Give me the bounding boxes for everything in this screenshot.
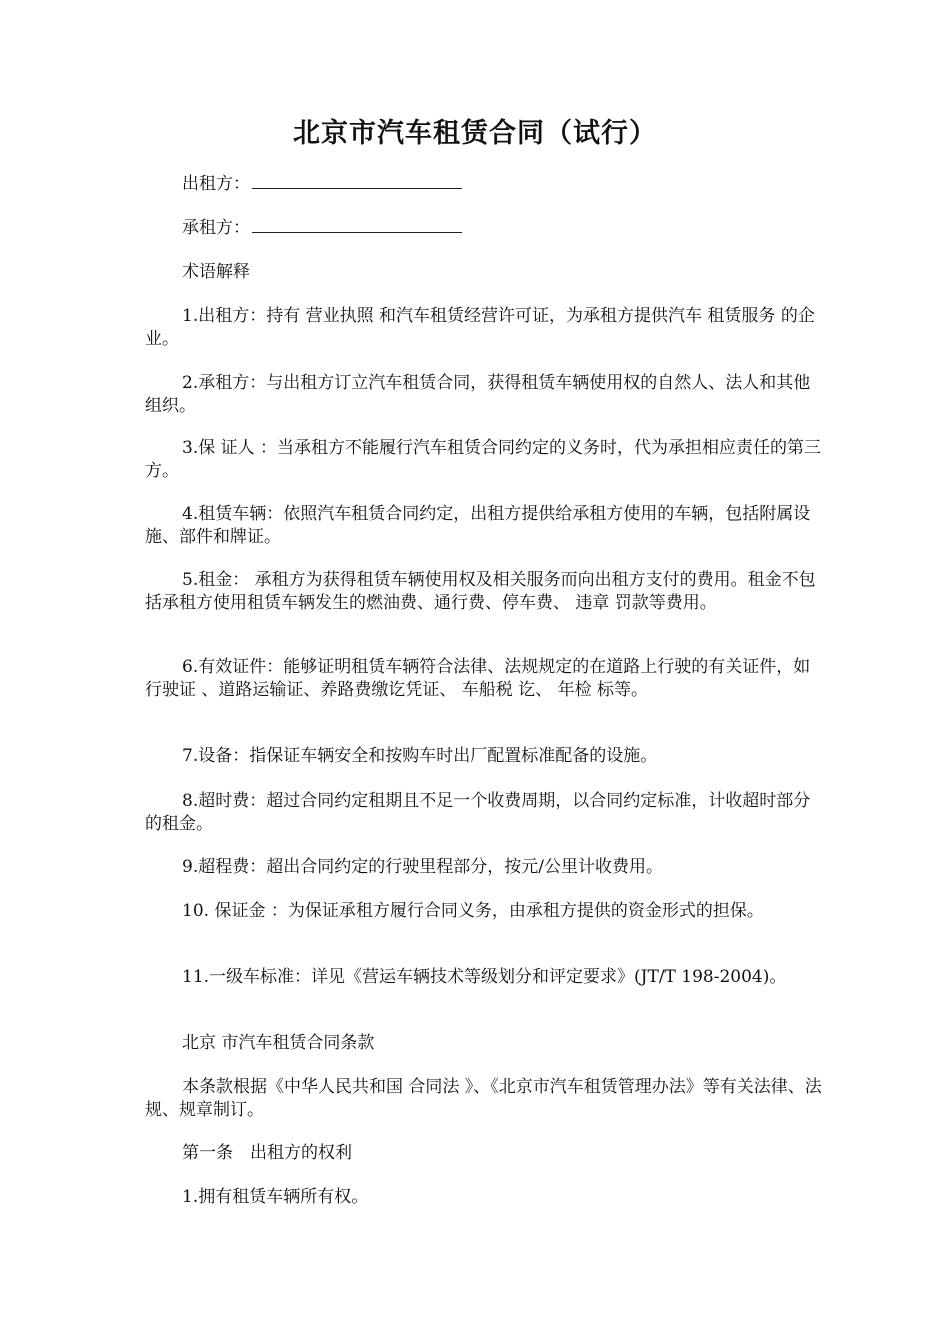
- lessor-field: [182, 173, 462, 196]
- definition-item: 1.出租方：持有 营业执照 和汽车租赁经营许可证，为承租方提供汽车 租赁服务 的企业。: [145, 306, 815, 349]
- definition-item: 6.有效证件：能够证明租赁车辆符合法律、法规规定的在道路上行驶的有关证件，如 行驶证 、道路运输证、养路费缴讫凭证、 车船税 讫、 年检 标等。: [145, 657, 816, 700]
- definition-item: 5.租金： 承租方为获得租赁车辆使用权及相关服务而向出租方支付的费用。租金不包括承租方使用租赁车辆发生的燃油费、通行费、停车费、 违章 罚款等费用。: [145, 570, 816, 613]
- clauses-heading: 北京 市汽车租赁合同条款: [182, 1033, 375, 1053]
- definition-item: 11.一级车标准：详见《营运车辆技术等级划分和评定要求》(JT/T 198-2004)。: [182, 967, 787, 987]
- article-1-heading: 第一条 出租方的权利: [182, 1143, 352, 1163]
- definition-item: 7.设备：指保证车辆安全和按购车时出厂配置标准配备的设施。: [182, 746, 658, 766]
- definition-item: 9.超程费：超出合同约定的行驶里程部分，按元/公里计收费用。: [182, 857, 663, 877]
- document-title: 北京市汽车租赁合同（试行）: [293, 118, 657, 149]
- definition-item: 10. 保证金 ：为保证承租方履行合同义务，由承租方提供的资金形式的担保。: [182, 901, 764, 921]
- definition-item: 2.承租方：与出租方订立汽车租赁合同，获得租赁车辆使用权的自然人、法人和其他组织。: [145, 373, 811, 416]
- terms-heading: 术语解释: [182, 262, 250, 282]
- article-1-item: 1.拥有租赁车辆所有权。: [182, 1187, 369, 1207]
- lessee-blank-line: [252, 218, 462, 233]
- definition-item: 4.租赁车辆：依照汽车租赁合同约定，出租方提供给承租方使用的车辆，包括附属设施、部件和牌证。: [145, 504, 811, 547]
- lessor-blank-line: [252, 174, 462, 189]
- lessor-label: 出租方：: [182, 174, 250, 194]
- lessee-field: [182, 217, 462, 240]
- basis-paragraph: 本条款根据《中华人民共和国 合同法 》、《北京市汽车租赁管理办法》等有关法律、法规、规章制订。: [145, 1077, 822, 1120]
- definition-item: 8.超时费：超过合同约定租期且不足一个收费周期，以合同约定标准，计收超时部分的租金。: [145, 791, 811, 834]
- lessee-label: 承租方：: [182, 218, 250, 238]
- definition-item: 3.保 证人 ：当承租方不能履行汽车租赁合同约定的义务时，代为承担相应责任的第三方。: [145, 438, 822, 481]
